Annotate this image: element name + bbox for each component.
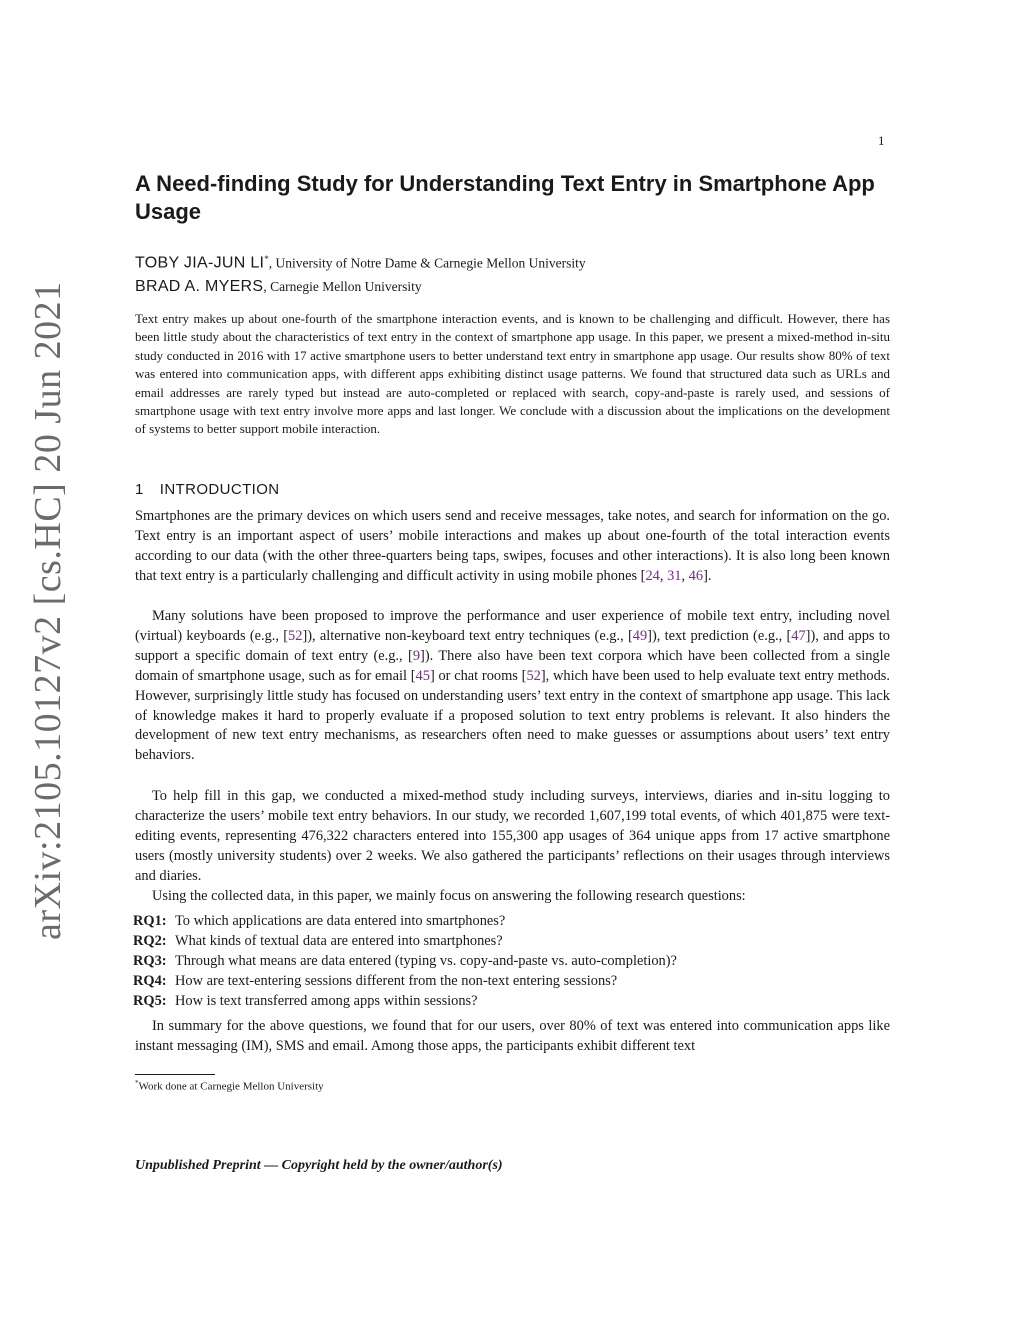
research-question-item <box>133 951 893 971</box>
author-footnote-marker: * <box>264 254 269 264</box>
author-affiliation: , University of Notre Dame & Carnegie Mellon University <box>268 255 586 271</box>
paper-title: A Need-finding Study for Understanding Text Entry in Smartphone App Usage <box>135 171 875 224</box>
research-question-item <box>133 911 893 931</box>
intro-paragraph-4: Using the collected data, in this paper, we mainly focus on answering the following research questions: <box>152 888 746 904</box>
author-1 <box>135 254 586 273</box>
paragraph-text: , <box>681 567 689 584</box>
rq-label: RQ3: <box>133 953 167 969</box>
rq-text: How is text transferred among apps within sessions? <box>175 993 478 1009</box>
paragraph-text: ]), alternative non-keyboard text entry techniques (e.g., [ <box>302 627 633 644</box>
rq-text: How are text-entering sessions different from the non-text entering sessions? <box>175 973 618 989</box>
paragraph-text: ]), text prediction (e.g., [ <box>647 627 792 644</box>
intro-paragraph-5: In summary for the above questions, we found that for our users, over 80% of text was entered into communication apps like instant messaging (IM), SMS and email. Among those apps, the participants exhibit different text <box>135 1018 890 1054</box>
footnote-divider <box>135 1074 215 1075</box>
rq-label: RQ2: <box>133 933 167 949</box>
footnote-text: Work done at Carnegie Mellon University <box>138 1080 324 1093</box>
footnote <box>135 1079 324 1093</box>
author-affiliation: , Carnegie Mellon University <box>263 279 422 294</box>
rq-text: Through what means are data entered (typing vs. copy-and-paste vs. auto-completion)? <box>175 953 677 969</box>
citation-link[interactable]: 46 <box>688 567 704 584</box>
rq-text: What kinds of textual data are entered into smartphones? <box>175 933 503 949</box>
arxiv-identifier-stamp: arXiv:2105.10127v2 [cs.HC] 20 Jun 2021 <box>27 281 69 940</box>
paragraph-text: ]), and apps to support a specific domain of text entry (e.g., [ <box>135 627 890 664</box>
research-questions-list <box>133 911 893 1011</box>
paragraph-text: ]). There also have been text corpora which have been collected from a single domain of smartphone usage, such as for email [ <box>135 647 890 684</box>
paragraph-text: ], which have been used to help evaluate text entry methods. However, surprisingly little study has focused on understanding users’ text entry in the context of smartphone app usage. This lack of knowledge makes it hard to properly evaluate if a proposed solution to text entry problems is relevant. It also hinders the development of new text entry mechanisms, as researchers often need to make guesses or assumptions about users’ text entry behaviors. <box>135 667 890 764</box>
rq-label: RQ1: <box>133 913 167 929</box>
citation-link[interactable]: 45 <box>415 667 430 684</box>
page-number: 1 <box>878 133 885 148</box>
footnote-marker: * <box>135 1079 139 1087</box>
intro-paragraph-2 <box>135 607 890 766</box>
research-question-item <box>133 971 893 991</box>
intro-paragraph-1 <box>135 507 890 587</box>
author-2 <box>135 278 422 296</box>
author-name: BRAD A. MYERS <box>135 278 264 295</box>
rq-label: RQ5: <box>133 993 167 1009</box>
citation-link[interactable]: 31 <box>667 567 682 584</box>
research-question-item <box>133 991 893 1011</box>
citation-link[interactable]: 47 <box>791 627 806 644</box>
intro-paragraph-3: To help fill in this gap, we conducted a mixed-method study including surveys, interviews, diaries and in-situ logging to characterize the users’ mobile text entry behaviors. In our study, we recorded 1,607,199 total events, of which 401,875 were text-editing events, representing 476,322 characters entered into 155,300 app usages of 364 unique apps from 17 active smartphone users (mostly university students) over 2 weeks. We also gathered the participants’ reflections on their usages through interviews and diaries. <box>135 788 890 884</box>
citation-link[interactable]: 9 <box>412 647 421 664</box>
research-question-item <box>133 931 893 951</box>
preprint-notice: Unpublished Preprint — Copyright held by the owner/author(s) <box>135 1158 503 1173</box>
section-heading <box>135 481 280 498</box>
citation-link[interactable]: 49 <box>632 627 648 644</box>
citation-link[interactable]: 52 <box>526 667 541 684</box>
paragraph-text: ]. <box>703 567 712 584</box>
paragraph-text: Smartphones are the primary devices on which users send and receive messages, take notes, and search for information on the go. Text entry is an important aspect of users’ mobile interactions and makes up about one-fourth of the total interaction events according to our data (with the other three-quarters being taps, swipes, focuses and other interactions). It is also long been known that text entry is a particularly challenging and difficult activity in using mobile phones [ <box>135 508 890 584</box>
paragraph-text: , <box>659 567 668 584</box>
paragraph-text: Many solutions have been proposed to improve the performance and user experience of mobile text entry, including novel (virtual) keyboards (e.g., [ <box>135 608 890 644</box>
rq-label: RQ4: <box>133 973 167 989</box>
abstract: Text entry makes up about one-fourth of the smartphone interaction events, and is known to be challenging and difficult. However, there has been little study about the characteristics of text entry in the context of smartphone app usage. In this paper, we present a mixed-method in-situ study conducted in 2016 with 17 active smartphone users to better understand text entry in smartphone app usage. Our results show 80% of text was entered into communication apps, with different apps exhibiting distinct usage patterns. We found that structured data such as URLs and email addresses are rarely typed but instead are auto-completed or replaced with search, copy-and-paste is rarely used, and sessions of smartphone usage with text entry involve more apps and last longer. We conclude with a discussion about the implications on the development of systems to better support mobile interaction. <box>135 311 890 437</box>
citation-link[interactable]: 24 <box>645 567 660 584</box>
author-name: TOBY JIA-JUN LI <box>135 254 265 272</box>
section-number: 1 <box>135 481 144 498</box>
citation-link[interactable]: 52 <box>288 627 303 644</box>
section-title: INTRODUCTION <box>159 481 280 498</box>
rq-text: To which applications are data entered into smartphones? <box>175 913 506 929</box>
paragraph-text: ] or chat rooms [ <box>429 667 527 684</box>
